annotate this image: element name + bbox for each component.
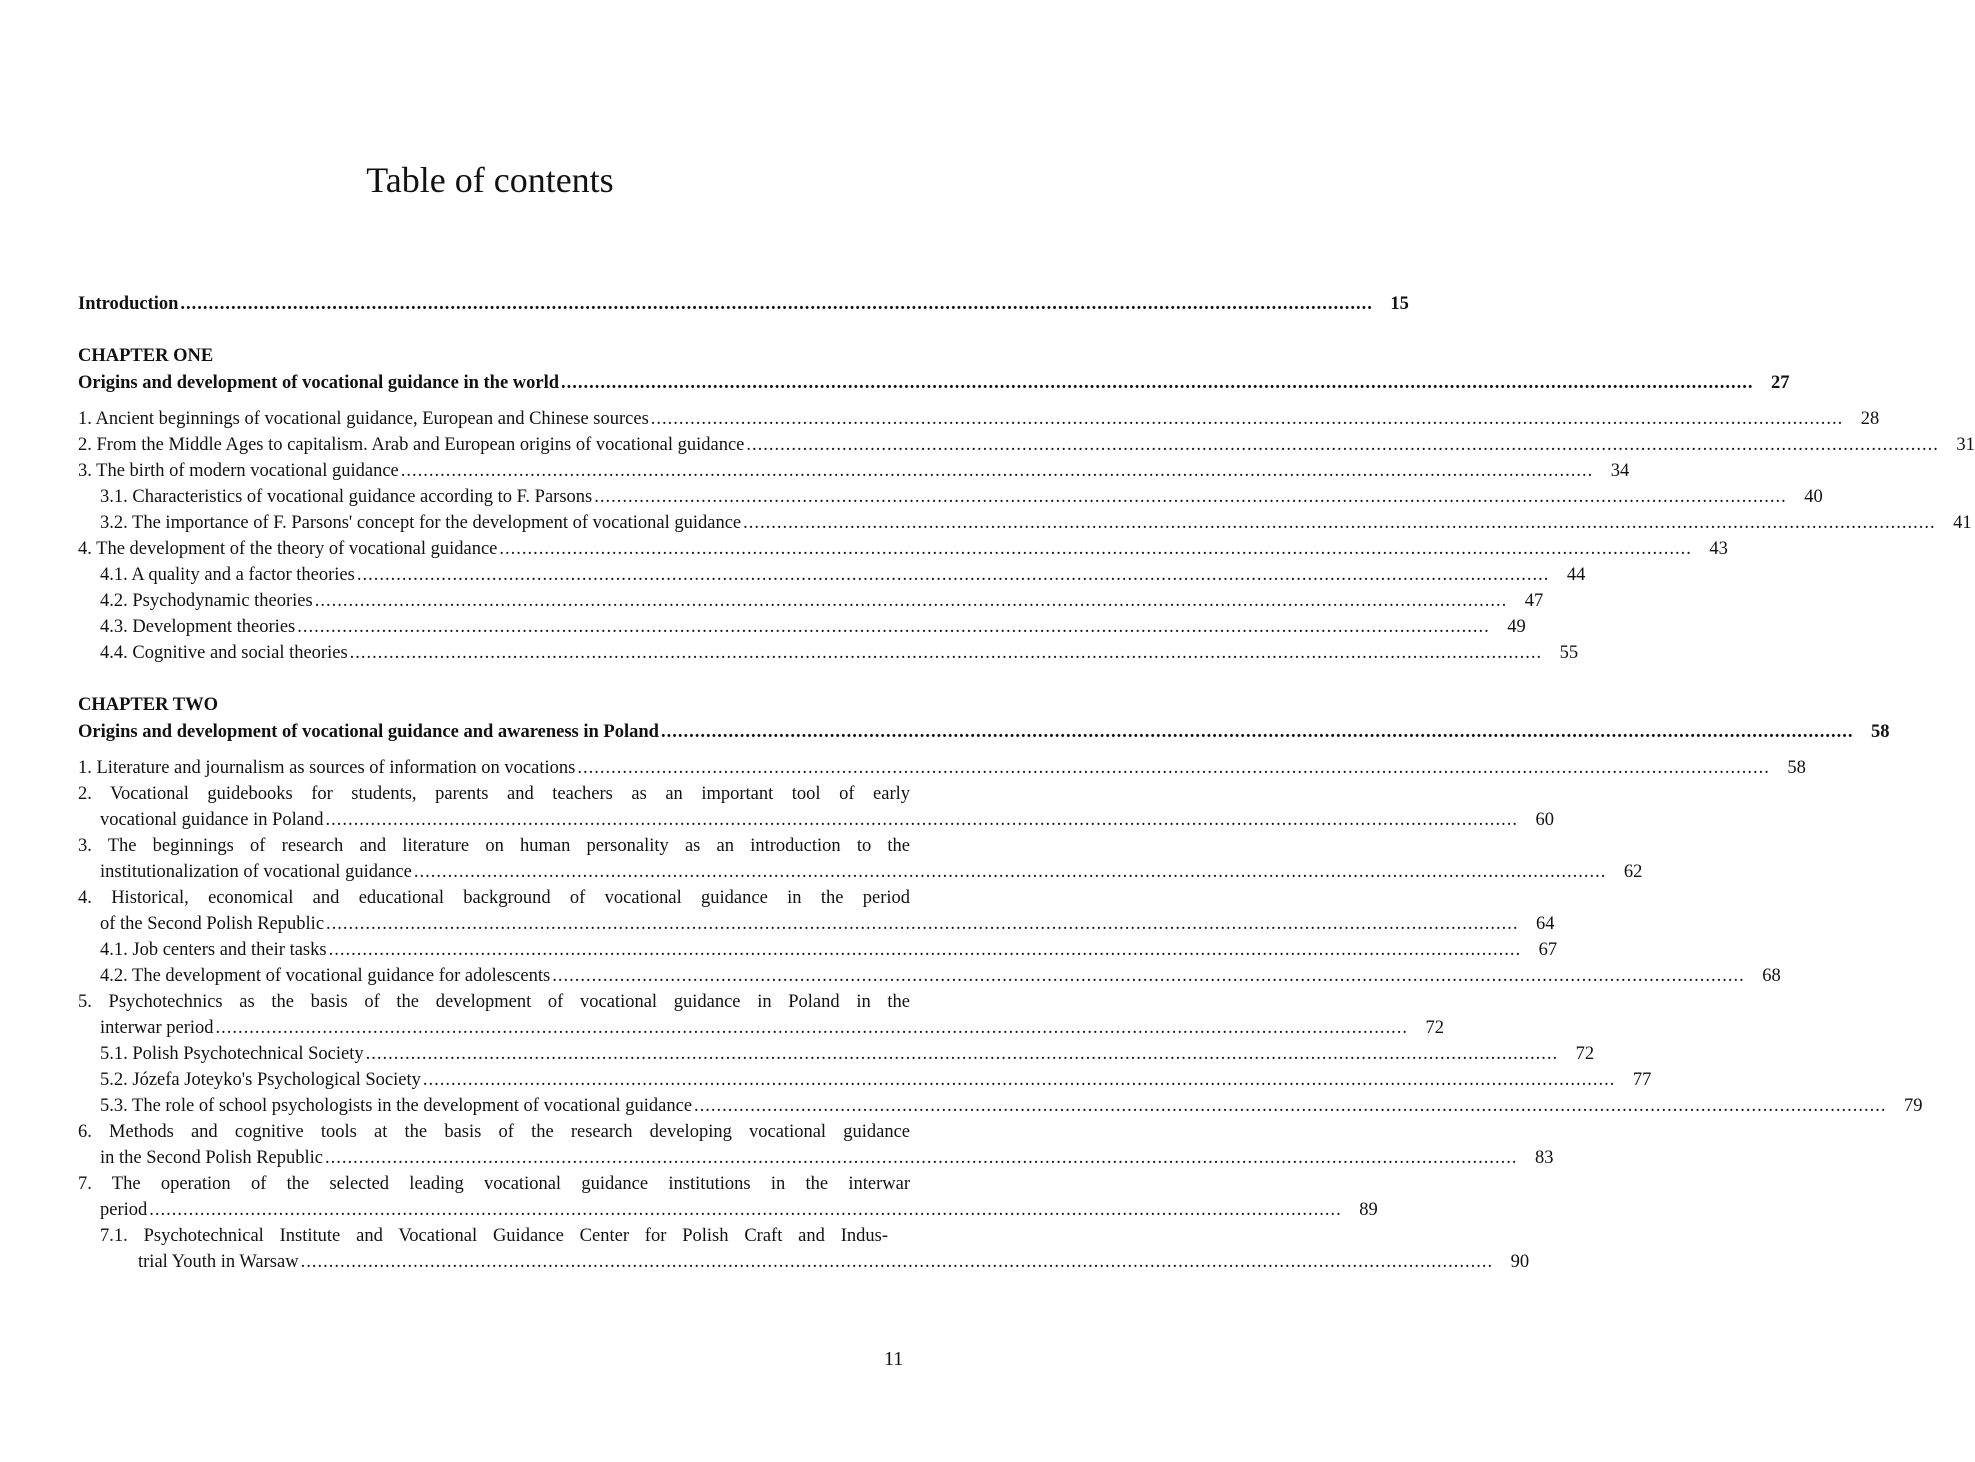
toc-entry-page: 47	[1524, 591, 1544, 611]
toc-entry-page: 64	[1536, 914, 1555, 934]
toc-entry-text-line1[interactable]: 5. Psychotechnics as the basis of the development of vocational guidance in Poland in the	[78, 992, 910, 1012]
toc-entry-page: 49	[1507, 617, 1526, 637]
toc-entry-text: Origins and development of vocational guidance and awareness in Poland	[78, 722, 659, 742]
chapter-two-title[interactable]	[78, 719, 1890, 745]
toc-subentry[interactable]	[100, 614, 1526, 640]
dot-leader	[401, 458, 1594, 484]
toc-entry-text: in the Second Polish Republic	[100, 1148, 324, 1168]
toc-entry[interactable]	[100, 807, 1554, 833]
dot-leader	[350, 640, 1543, 666]
dot-leader	[499, 536, 1692, 562]
spacer	[78, 396, 910, 406]
toc-entry-page: 77	[1632, 1070, 1652, 1090]
spacer	[78, 666, 910, 692]
toc-subentry-text-line1[interactable]: 7.1. Psychotechnical Institute and Vocational Guidance Center for Polish Craft and Indus-	[100, 1226, 888, 1246]
toc-entry-text: 4.4. Cognitive and social theories	[100, 643, 348, 663]
toc-entry-page: 44	[1566, 565, 1586, 585]
toc-entry-page: 89	[1359, 1200, 1378, 1220]
toc-entry-text: 4.1. Job centers and their tasks	[100, 940, 327, 960]
dot-leader	[746, 432, 1939, 458]
dot-leader	[366, 1041, 1559, 1067]
toc-entry-text-line1[interactable]: 4. Historical, economical and educational background of vocational guidance in the period	[78, 888, 910, 908]
toc-entry[interactable]	[78, 432, 1975, 458]
toc-entry-page: 41	[1953, 513, 1972, 533]
toc-entry[interactable]	[78, 458, 1630, 484]
toc-entry-text: 4.2. Psychodynamic theories	[100, 591, 313, 611]
toc-entry-text: vocational guidance in Poland	[100, 810, 324, 830]
toc-entry-text: 4.2. The development of vocational guidance for adolescents	[100, 966, 551, 986]
dot-leader	[216, 1015, 1409, 1041]
dot-leader	[423, 1067, 1616, 1093]
toc-entry-text: 4. The development of the theory of vocational guidance	[78, 539, 498, 559]
toc-entry[interactable]	[100, 1015, 1445, 1041]
dot-leader	[594, 484, 1787, 510]
toc-entry-page: 72	[1425, 1018, 1445, 1038]
toc-entry[interactable]	[78, 406, 1880, 432]
toc-entry-text: interwar period	[100, 1018, 214, 1038]
chapter-one-heading: CHAPTER ONE	[78, 346, 214, 366]
chapter-one-title[interactable]	[78, 370, 1790, 396]
page-number: 11	[884, 1348, 904, 1370]
toc-entry-page: 79	[1904, 1096, 1923, 1116]
toc-entry-text: 4.3. Development theories	[100, 617, 296, 637]
dot-leader	[552, 963, 1745, 989]
toc-entry-page: 58	[1870, 722, 1890, 742]
toc-entry-page: 40	[1804, 487, 1823, 507]
toc-entry-text: Introduction	[78, 294, 179, 314]
toc-entry-page: 68	[1762, 966, 1781, 986]
toc-entry[interactable]	[100, 911, 1555, 937]
dot-leader	[325, 1145, 1518, 1171]
page-title: Table of contents	[366, 160, 614, 200]
toc-entry-page: 27	[1771, 373, 1790, 393]
toc-subentry[interactable]	[100, 510, 1972, 536]
toc-subentry[interactable]	[100, 588, 1544, 614]
toc-entry-text: 3. The birth of modern vocational guidance	[78, 461, 399, 481]
dot-leader	[325, 807, 1518, 833]
toc-subentry[interactable]	[100, 484, 1823, 510]
toc-entry-page: 83	[1535, 1148, 1554, 1168]
toc-entry[interactable]	[78, 755, 1806, 781]
toc-entry[interactable]	[78, 536, 1728, 562]
toc-entry-page: 58	[1787, 758, 1806, 778]
toc-entry-text: trial Youth in Warsaw	[138, 1252, 299, 1272]
dot-leader	[577, 755, 1770, 781]
dot-leader	[357, 562, 1550, 588]
toc-entry-text: 3.2. The importance of F. Parsons' concept for the development of vocational guidance	[100, 513, 742, 533]
toc-entry-page: 60	[1535, 810, 1554, 830]
dot-leader	[301, 1249, 1494, 1275]
toc-entry-page: 72	[1575, 1044, 1595, 1064]
dot-leader	[315, 588, 1508, 614]
toc-subentry[interactable]	[100, 1093, 1923, 1119]
toc-entry-page: 31	[1956, 435, 1975, 455]
spacer	[78, 317, 910, 343]
spacer	[78, 745, 910, 755]
toc-entry-text-line1[interactable]: 2. Vocational guidebooks for students, parents and teachers as an important tool of early	[78, 784, 910, 804]
dot-leader	[743, 510, 1936, 536]
toc-entry[interactable]	[100, 1197, 1378, 1223]
dot-leader	[149, 1197, 1342, 1223]
toc-entry-page: 43	[1709, 539, 1728, 559]
toc-entry-text: of the Second Polish Republic	[100, 914, 325, 934]
toc-entry-introduction[interactable]	[78, 291, 1409, 317]
toc-entry-text: 3.1. Characteristics of vocational guidance according to F. Parsons	[100, 487, 593, 507]
toc-subentry[interactable]	[100, 1041, 1595, 1067]
toc-entry-text: 5.2. Józefa Joteyko's Psychological Society	[100, 1070, 421, 1090]
toc-subentry[interactable]	[100, 640, 1579, 666]
dot-leader	[651, 406, 1844, 432]
toc-entry-text: 1. Literature and journalism as sources of information on vocations	[78, 758, 576, 778]
toc-entry-page: 15	[1390, 294, 1409, 314]
toc-entry-text: 5.3. The role of school psychologists in the development of vocational guidance	[100, 1096, 693, 1116]
dot-leader	[414, 859, 1607, 885]
toc-subentry[interactable]	[138, 1249, 1530, 1275]
toc-entry-page: 34	[1610, 461, 1630, 481]
toc-entry-page: 90	[1510, 1252, 1530, 1272]
dot-leader	[694, 1093, 1887, 1119]
toc-subentry[interactable]	[100, 937, 1558, 963]
toc-entry-text: 1. Ancient beginnings of vocational guidance, European and Chinese sources	[78, 409, 649, 429]
toc-subentry[interactable]	[100, 963, 1781, 989]
toc-entry-page: 67	[1538, 940, 1558, 960]
toc-entry-text: period	[100, 1200, 148, 1220]
dot-leader	[561, 370, 1754, 396]
toc-entry-text-line1[interactable]: 7. The operation of the selected leading vocational guidance institutions in the interwar	[78, 1174, 910, 1194]
toc-entry-page: 55	[1559, 643, 1579, 663]
toc-entry-text: Origins and development of vocational guidance in the world	[78, 373, 560, 393]
dot-leader	[180, 291, 1373, 317]
toc-entry-text: institutionalization of vocational guidance	[100, 862, 412, 882]
toc-subentry[interactable]	[100, 562, 1586, 588]
dot-leader	[661, 719, 1854, 745]
toc-subentry[interactable]	[100, 1067, 1652, 1093]
table-of-contents	[78, 291, 1975, 1275]
dot-leader	[329, 937, 1522, 963]
toc-entry-text: 2. From the Middle Ages to capitalism. Arab and European origins of vocational guidance	[78, 435, 745, 455]
toc-entry-text: 4.1. A quality and a factor theories	[100, 565, 355, 585]
toc-entry-text-line1[interactable]: 6. Methods and cognitive tools at the basis of the research developing vocational guidance	[78, 1122, 910, 1142]
toc-entry-page: 28	[1860, 409, 1880, 429]
toc-entry-page: 62	[1623, 862, 1643, 882]
dot-leader	[297, 614, 1490, 640]
toc-entry[interactable]	[100, 859, 1643, 885]
dot-leader	[326, 911, 1519, 937]
toc-entry-text-line1[interactable]: 3. The beginnings of research and literature on human personality as an introduction to the	[78, 836, 910, 856]
chapter-two-heading: CHAPTER TWO	[78, 695, 218, 715]
toc-entry-text: 5.1. Polish Psychotechnical Society	[100, 1044, 364, 1064]
toc-entry[interactable]	[100, 1145, 1554, 1171]
